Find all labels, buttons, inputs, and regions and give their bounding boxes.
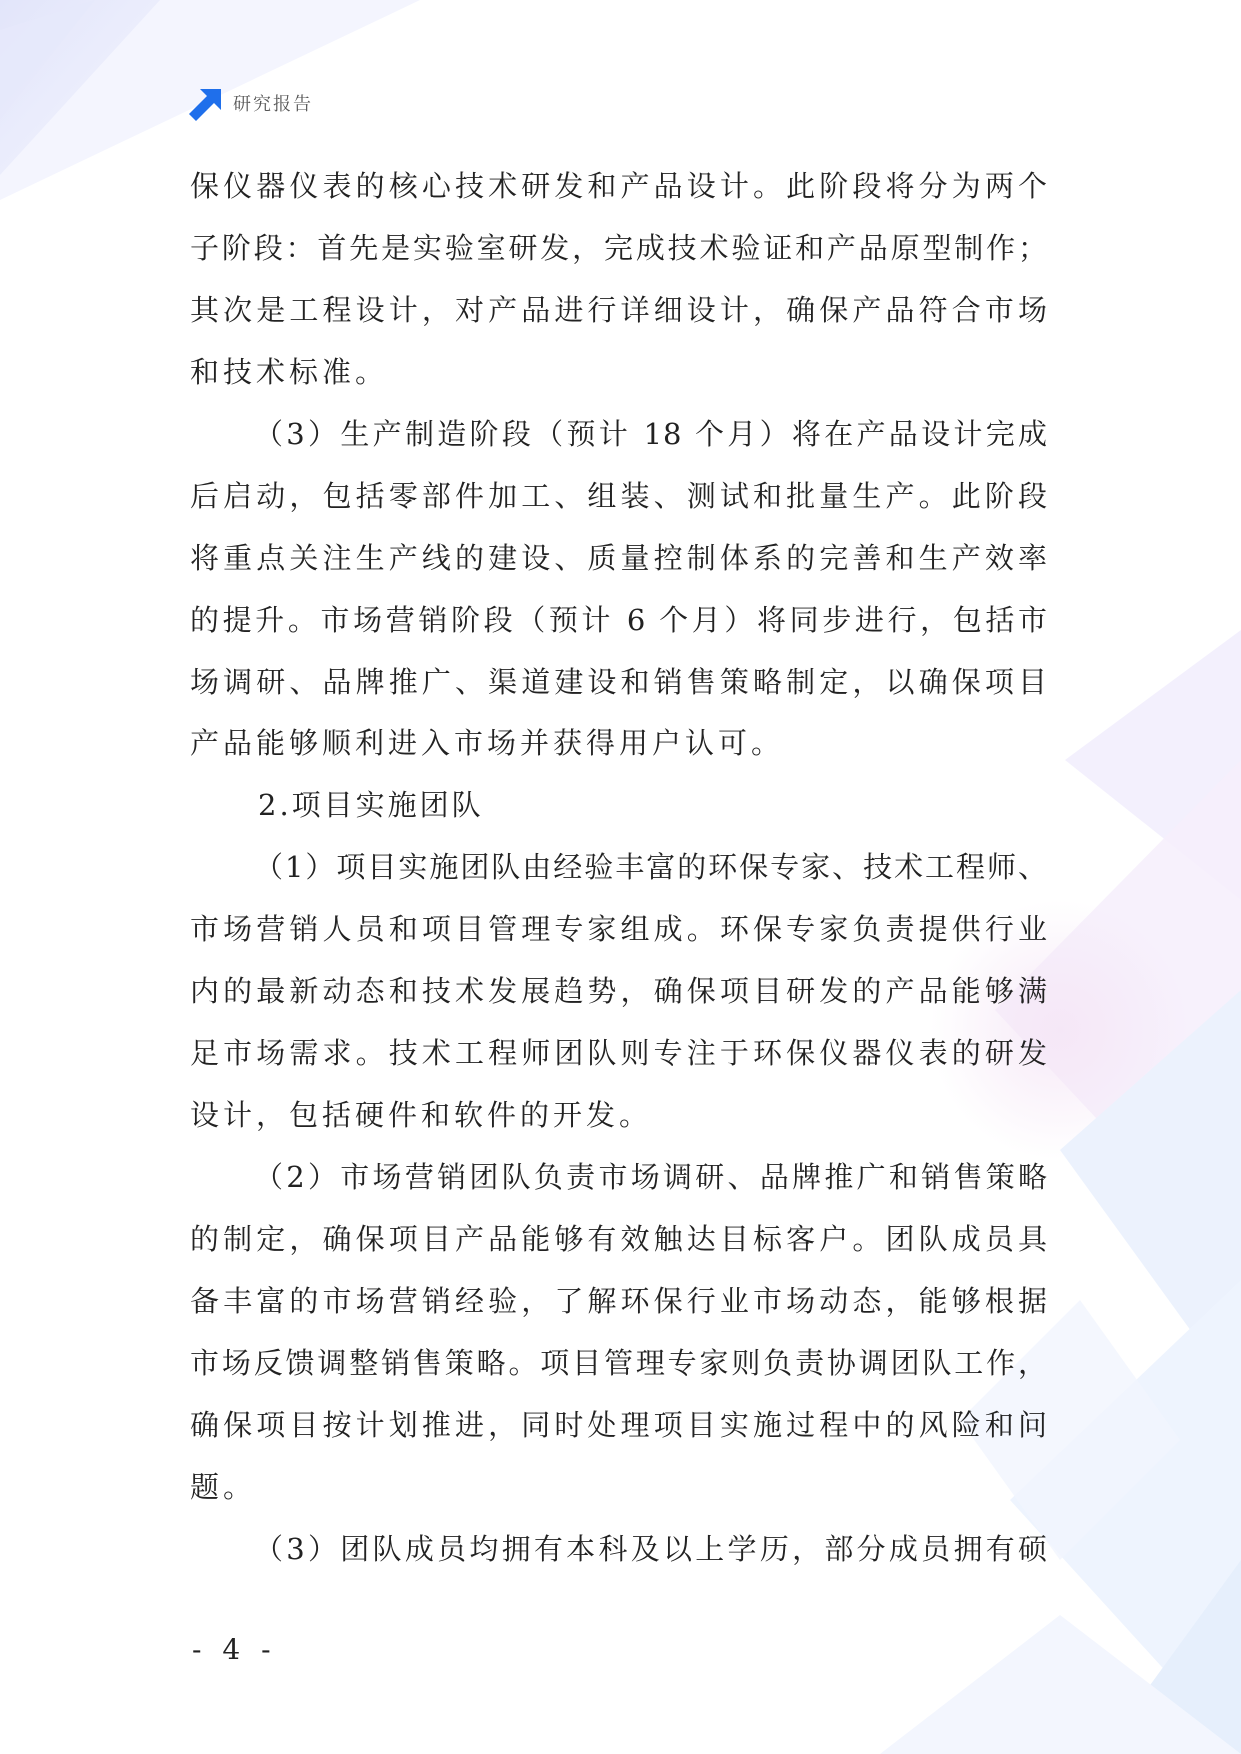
section-heading: 2.项目实施团队 (258, 788, 484, 823)
paragraph-line: （3）团队成员均拥有本科及以上学历，部分成员拥有硕 (254, 1531, 1048, 1566)
paragraph (190, 837, 1048, 1147)
paragraph-line: 子阶段：首先是实验室研发，完成技术验证和产品原型制作； (190, 230, 1048, 265)
paragraph (190, 156, 1048, 404)
paragraph-line: 市场反馈调整销售策略。项目管理专家则负责协调团队工作， (190, 1345, 1048, 1380)
paragraph-line: 题。 (190, 1469, 257, 1504)
paragraph-line: （1）项目实施团队由经验丰富的环保专家、技术工程师、 (254, 850, 1048, 885)
paragraph-line: 备丰富的市场营销经验，了解环保行业市场动态，能够根据 (190, 1283, 1048, 1318)
paragraph-line: 场调研、品牌推广、渠道建设和销售策略制定，以确保项目 (190, 664, 1048, 699)
header-title: 研究报告 (233, 94, 313, 115)
page-number: - 4 - (192, 1633, 277, 1666)
paragraph-line: 确保项目按计划推进，同时处理项目实施过程中的风险和问 (190, 1407, 1048, 1442)
paragraph-line: 足市场需求。技术工程师团队则专注于环保仪器仪表的研发 (190, 1036, 1048, 1071)
report-header (188, 88, 313, 122)
paragraph-line: 的制定，确保项目产品能够有效触达目标客户。团队成员具 (190, 1221, 1048, 1256)
paragraph-line: 将重点关注生产线的建设、质量控制体系的完善和生产效率 (190, 540, 1048, 575)
paragraph-line: 设计，包括硬件和软件的开发。 (190, 1098, 653, 1133)
paragraph-line: （3）生产制造阶段（预计 18 个月）将在产品设计完成 (254, 416, 1048, 451)
document-body (190, 156, 1048, 1581)
paragraph-line: 市场营销人员和项目管理专家组成。环保专家负责提供行业 (190, 912, 1048, 947)
paragraph-line: 产品能够顺利进入市场并获得用户认可。 (190, 726, 785, 761)
paragraph-line: 保仪器仪表的核心技术研发和产品设计。此阶段将分为两个 (190, 169, 1048, 203)
paragraph-line: 后启动，包括零部件加工、组装、测试和批量生产。此阶段 (190, 478, 1048, 513)
paragraph (190, 1147, 1048, 1519)
paragraph-line: （2）市场营销团队负责市场调研、品牌推广和销售策略 (254, 1160, 1048, 1194)
paragraph-line: 内的最新动态和技术发展趋势，确保项目研发的产品能够满 (190, 974, 1048, 1009)
paragraph-line: 和技术标准。 (190, 354, 389, 389)
paragraph (190, 1519, 1048, 1581)
paragraph-line: 的提升。市场营销阶段（预计 6 个月）将同步进行，包括市 (190, 602, 1048, 637)
arrow-up-right-icon (188, 89, 221, 122)
paragraph-line: 其次是工程设计，对产品进行详细设计，确保产品符合市场 (190, 292, 1048, 327)
paragraph (190, 404, 1048, 776)
